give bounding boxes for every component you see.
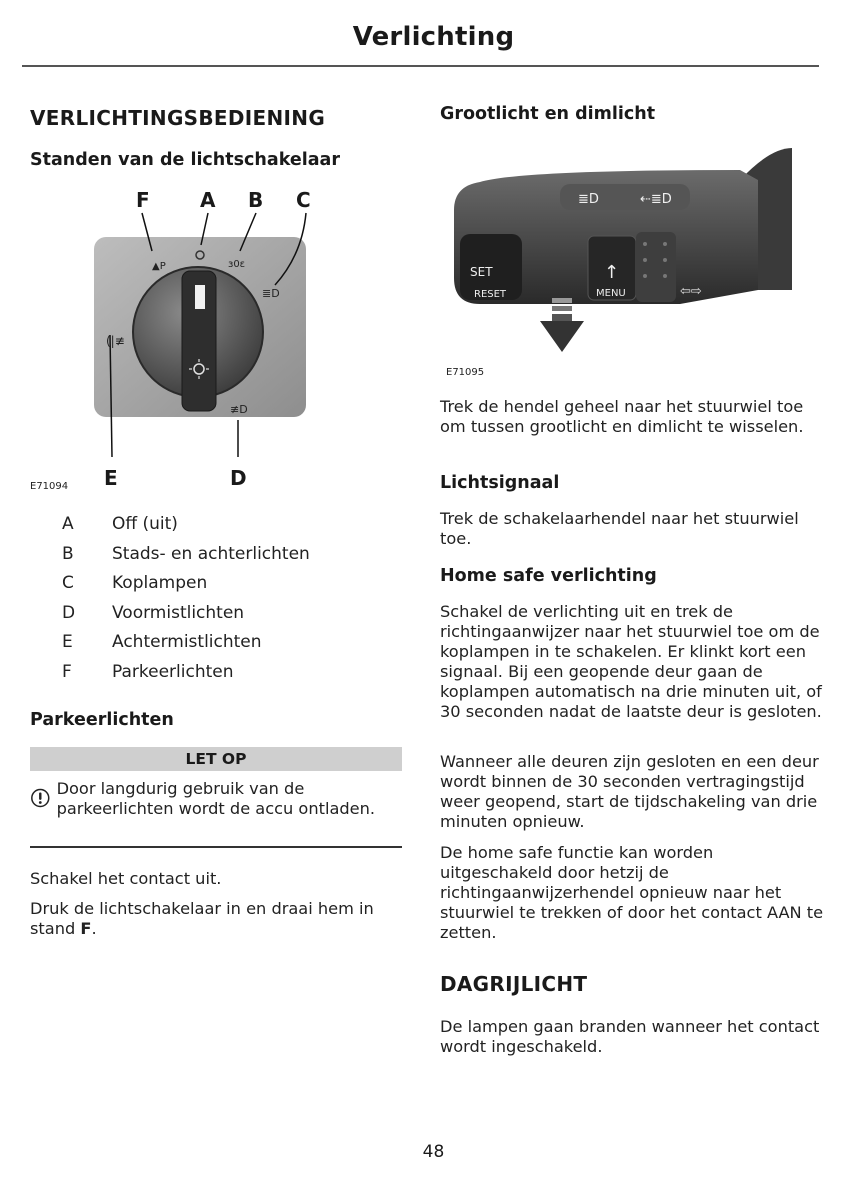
figure-letter-b: B [248,188,264,212]
figure-letter-f: F [136,188,150,212]
drl-text: De lampen gaan branden wanneer het contact wordt ingeschakeld. [440,1017,820,1056]
scroll-wheel [636,232,676,302]
reset-label: RESET [474,289,507,300]
page-title: Verlichting [352,22,515,52]
header-divider [22,65,819,67]
instruction-position-letter: F [80,919,92,938]
stalk-figure [440,140,825,380]
low-beam-icon: ⇠≣D [640,192,672,207]
figure-code-stalk: E71095 [446,367,485,378]
figure-letter-d: D [230,466,247,490]
subsection-title-home-safe: Home safe verlichting [440,566,657,586]
subsection-title-light-signal: Lichtsignaal [440,473,560,493]
legend-letter: A [62,514,74,534]
instruction-contact-off: Schakel het contact uit. [30,869,222,888]
subsection-title-switch-positions: Standen van de lichtschakelaar [30,150,340,170]
legend-row [30,573,402,603]
warning-text: Door langdurig gebruik van de parkeerlichten wordt de accu ontladen. [56,779,376,818]
light-signal-text: Trek de schakelaarhendel naar het stuurwiel toe. [440,509,799,548]
up-arrow-icon: ↑ [604,262,620,283]
legend-letter: C [62,573,74,594]
side-light-icon: ɜ0ɛ [228,259,246,270]
warning-icon [30,781,51,815]
legend-text: Koplampen [112,573,208,594]
figure-letter-e: E [104,466,118,490]
section-title-daytime-running-lights: DAGRIJLICHT [440,972,588,996]
warning-divider [30,846,402,848]
legend-letter: F [62,661,72,682]
subsection-title-high-low-beam: Grootlicht en dimlicht [440,104,656,124]
left-right-arrows-icon: ⇦⇨ [680,284,702,299]
pull-direction-arrow [540,298,584,352]
light-switch-illustration [30,185,402,495]
figure-letter-a: A [200,188,216,212]
home-safe-paragraph-3: De home safe functie kan worden uitgeschakeld door hetzij de richtingaanwijzerhendel opnieuw naar het stuurwiel te trekken of door het contact AAN te zetten. [440,843,824,942]
switch-position-legend [30,514,402,692]
menu-label: MENU [596,288,626,299]
legend-letter: B [62,543,74,564]
instruction-text: Druk de lichtschakelaar in en draai hem in stand [30,899,374,938]
headlamp-icon: ≣D [262,287,280,300]
home-safe-paragraph-1: Schakel de verlichting uit en trek de richtingaanwijzer naar het stuurwiel toe om de koplampen in te schakelen. Er klinkt kort een signaal. Bij een geopende deur gaan de koplampen automatisch na drie minuten uit, of 30 seconden nadat de laatste deur is gesloten. [440,602,822,721]
light-switch-figure [30,185,402,495]
legend-row [30,544,402,574]
front-fog-icon: ≢D [230,403,248,416]
legend-text: Stads- en achterlichten [112,543,310,564]
instruction-press-switch [30,899,402,939]
legend-text: Achtermistlichten [112,632,262,653]
high-beam-icon: ≣D [578,192,599,207]
figure-code: E71094 [30,481,69,492]
figure-letter-c: C [296,188,311,212]
parking-light-icon: ▲P [152,261,166,272]
legend-text: Off (uit) [112,514,178,534]
legend-row [30,514,402,544]
section-title-lighting-controls: VERLICHTINGSBEDIENING [30,106,326,130]
rear-fog-icon: (|≢ [106,334,125,348]
page-number: 48 [422,1142,445,1162]
warning-box [30,779,402,819]
set-label: SET [470,265,493,279]
beam-switch-text: Trek de hendel geheel naar het stuurwiel toe om tussen grootlicht en dimlicht te wisselen. [440,397,804,436]
legend-row [30,662,402,692]
subsection-title-parking-lights: Parkeerlichten [30,710,174,730]
stalk-illustration [440,140,825,380]
legend-text: Parkeerlichten [112,661,234,682]
warning-label: LET OP [30,747,402,771]
legend-row [30,632,402,662]
legend-row [30,603,402,633]
legend-letter: D [62,602,76,623]
knob-indicator [195,285,205,309]
home-safe-paragraph-2: Wanneer alle deuren zijn gesloten en een deur wordt binnen de 30 seconden vertragingstijd weer geopend, start de tijdschakeling van drie minuten opnieuw. [440,752,819,831]
legend-text: Voormistlichten [112,602,245,623]
instruction-end: . [91,919,97,938]
legend-letter: E [62,632,73,653]
